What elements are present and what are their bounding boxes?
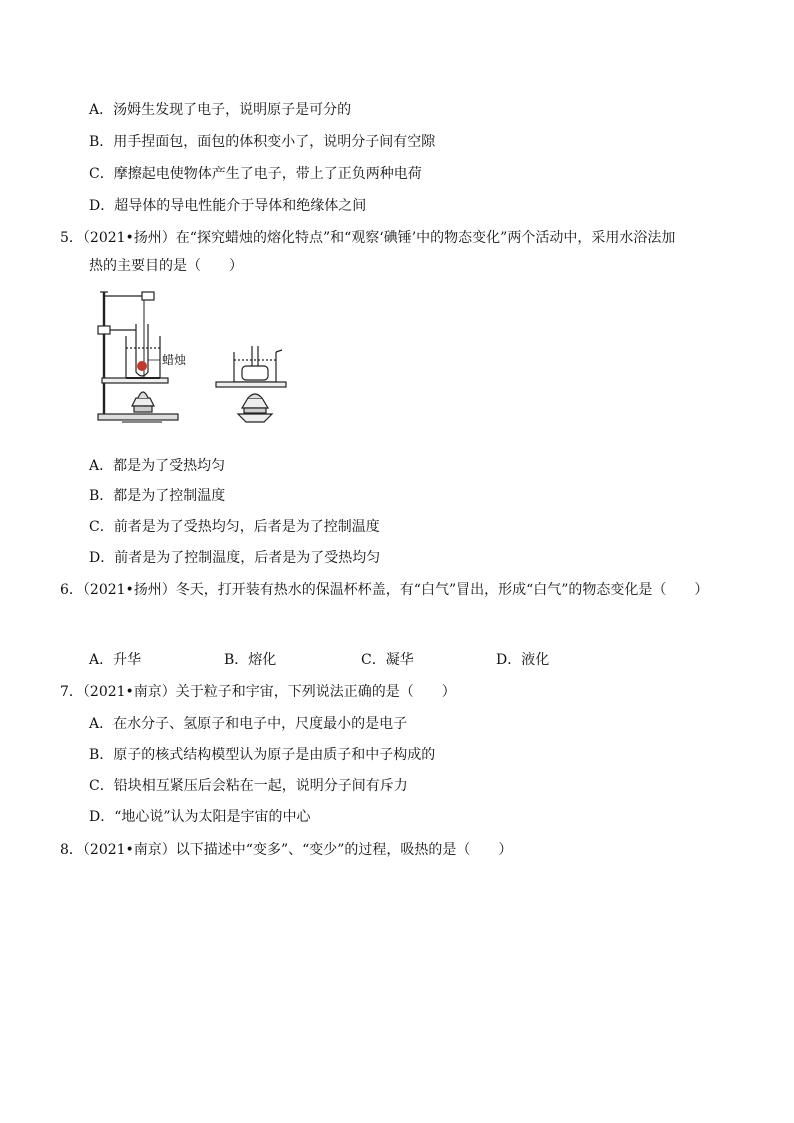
q8-stem: 8．（2021•南京）以下描述中“变多”、“变少”的过程，吸热的是（ ） bbox=[60, 842, 513, 858]
q6-option-d: D．液化 bbox=[496, 652, 550, 668]
q7-option-a: A．在水分子、氢原子和电子中，尺度最小的是电子 bbox=[89, 716, 408, 732]
q5-option-d: D．前者是为了控制温度，后者是为了受热均匀 bbox=[89, 550, 381, 566]
q5-stem-line2: 热的主要目的是（ ） bbox=[89, 258, 243, 274]
q5-stem-line1: 5．（2021•扬州）在“探究蜡烛的熔化特点”和“观察‘碘锤’中的物态变化”两个活动中，采用水浴法加 bbox=[60, 230, 676, 246]
q5-option-c: C．前者是为了受热均匀，后者是为了控制温度 bbox=[89, 519, 380, 535]
q7-option-d: D．“地心说”认为太阳是宇宙的中心 bbox=[89, 809, 311, 825]
q6-option-c: C．凝华 bbox=[361, 652, 414, 668]
q7-stem: 7．（2021•南京）关于粒子和宇宙，下列说法正确的是（ ） bbox=[60, 684, 456, 700]
q4-option-a: A．汤姆生发现了电子，说明原子是可分的 bbox=[89, 102, 352, 118]
q5-figure bbox=[92, 286, 292, 446]
q5-apparatus-diagram bbox=[92, 286, 292, 446]
iodine-hammer-apparatus-right bbox=[216, 346, 286, 422]
q4-option-b: B．用手捏面包，面包的体积变小了，说明分子间有空隙 bbox=[89, 134, 436, 150]
q7-option-b: B．原子的核式结构模型认为原子是由质子和中子构成的 bbox=[89, 747, 436, 763]
q6-option-b: B．熔化 bbox=[224, 652, 277, 668]
q4-option-c: C．摩擦起电使物体产生了电子，带上了正负两种电荷 bbox=[89, 166, 422, 182]
q6-stem: 6．（2021•扬州）冬天，打开装有热水的保温杯杯盖，有“白气”冒出，形成“白气”的物态变化是（ ） bbox=[60, 582, 709, 598]
q5-option-b: B．都是为了控制温度 bbox=[89, 488, 226, 504]
q4-option-d: D．超导体的导电性能介于导体和绝缘体之间 bbox=[89, 198, 367, 214]
candle-label: 蜡烛 bbox=[162, 353, 187, 367]
q7-option-c: C．铅块相互紧压后会粘在一起，说明分子间有斥力 bbox=[89, 778, 408, 794]
q5-option-a: A．都是为了受热均匀 bbox=[89, 458, 226, 474]
q6-option-a: A．升华 bbox=[89, 652, 142, 668]
q6-options bbox=[89, 650, 569, 672]
